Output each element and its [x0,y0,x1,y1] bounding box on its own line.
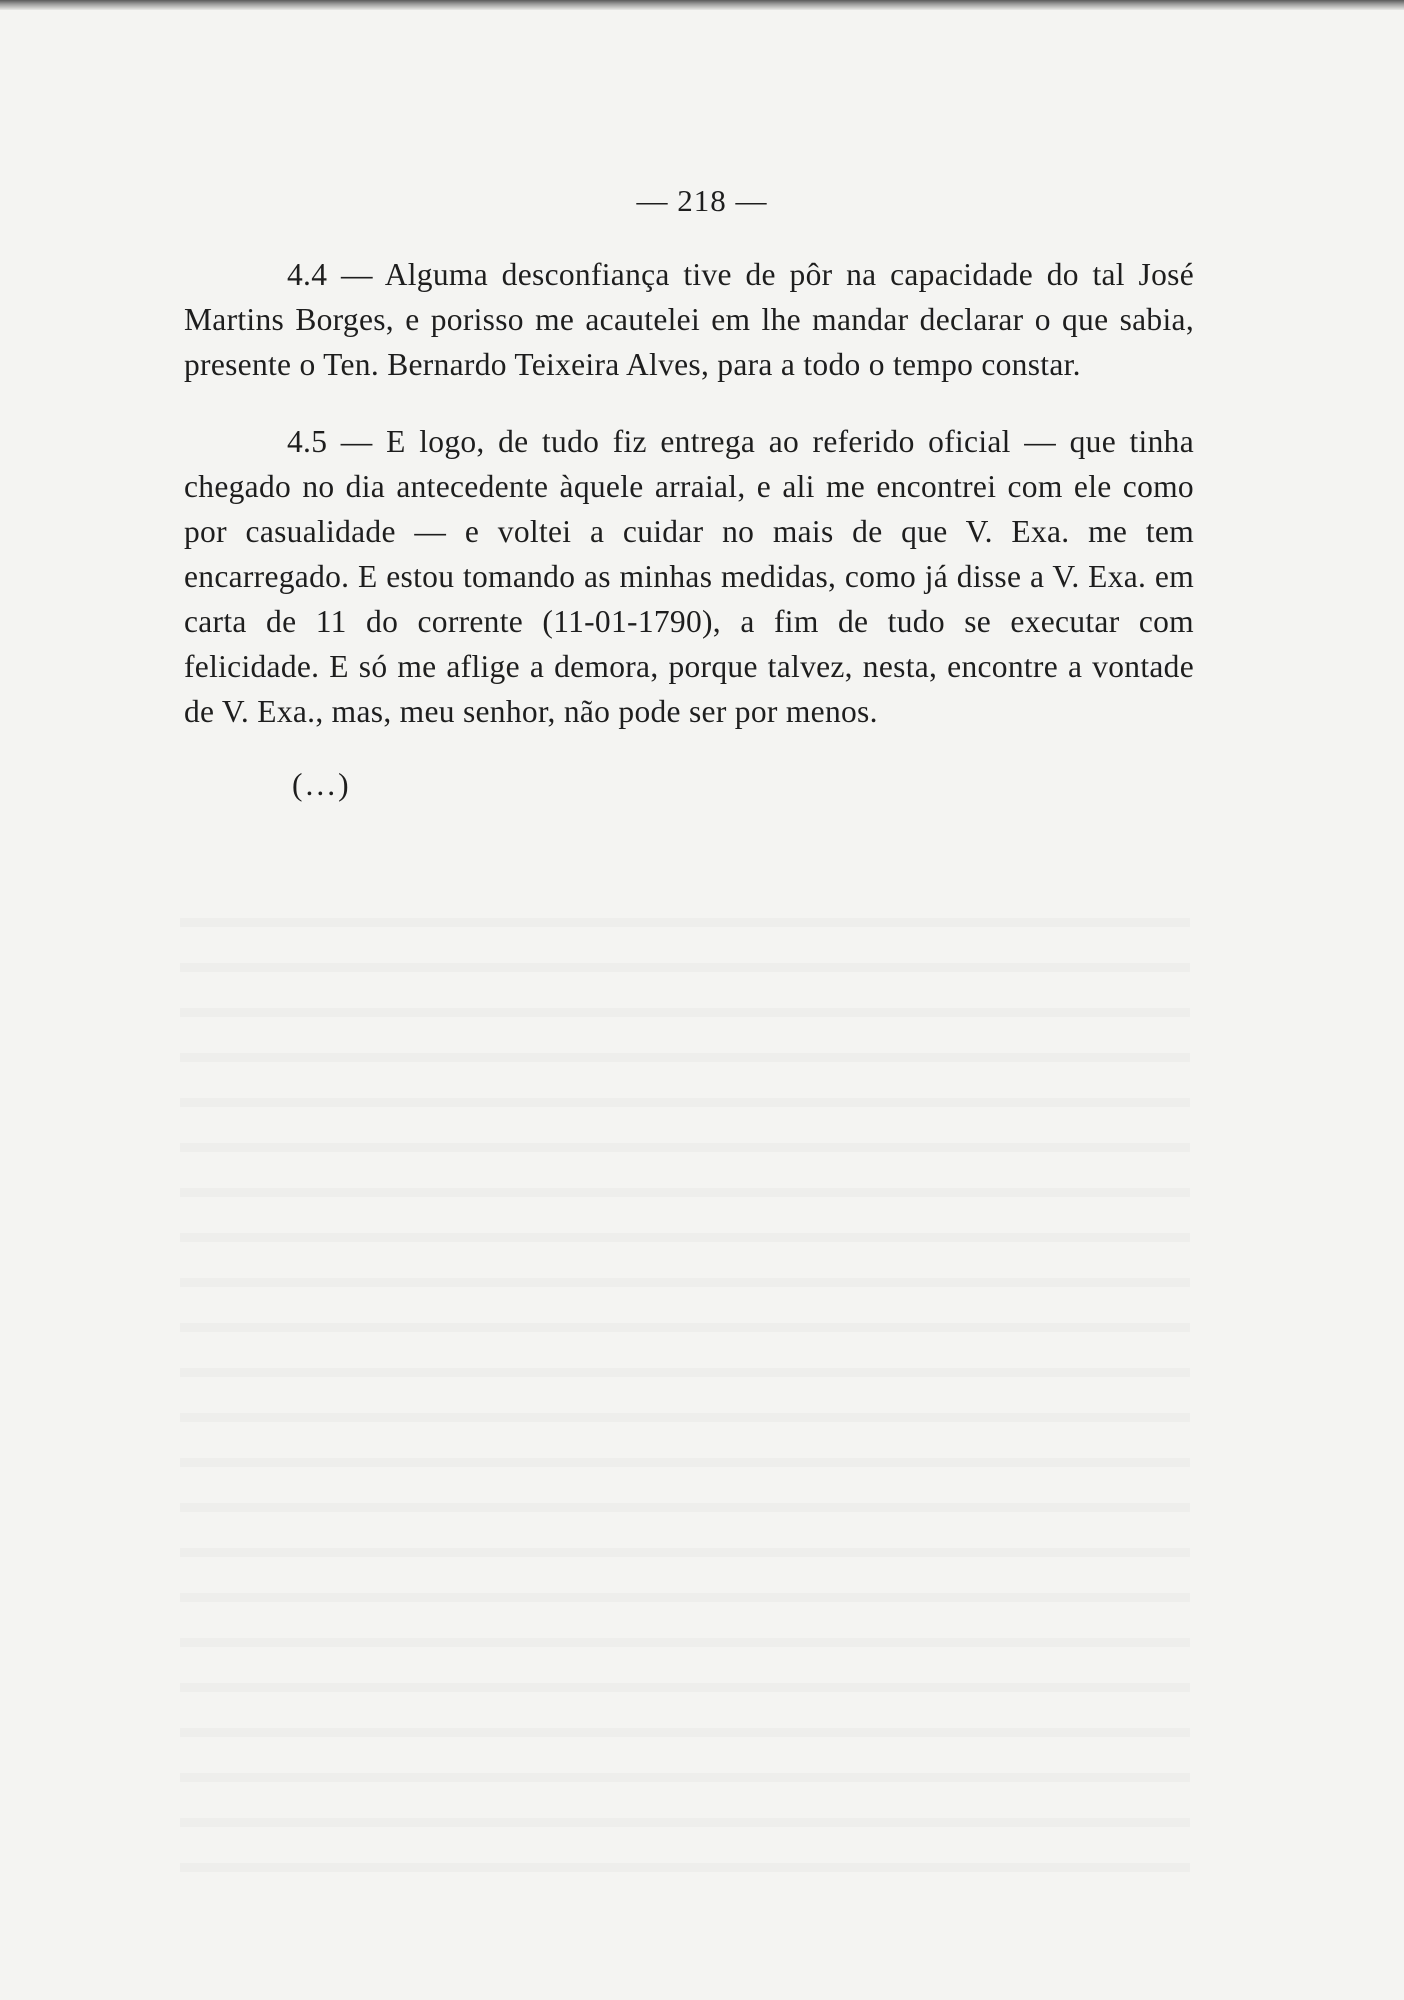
page-number: — 218 — [636,183,768,218]
bleed-through-text [180,900,1190,1880]
paragraph-4-5: 4.5 — E logo, de tudo fiz entrega ao referido oficial — que tinha chegado no dia antecedente àquele arraial, e ali me encontrei com ele como por casualidade — e voltei a cuidar no mais de que V. Exa. me tem encarregado. E estou tomando as minhas medidas, como já disse a V. Exa. em carta de 11 do corrente (11-01-1790), a fim de tudo se executar com felicidade. E só me aflige a demora, porque talvez, nesta, encontre a vontade de V. Exa., mas, meu senhor, não pode ser por menos. [184,424,1194,729]
body-text [184,252,1194,807]
omission-marker: (...) [292,767,352,802]
scan-top-edge [0,0,1404,10]
paragraph-4-4: 4.4 — Alguma desconfiança tive de pôr na capacidade do tal José Martins Borges, e porisso me acautelei em lhe mandar declarar o que sabia, presente o Ten. Bernardo Teixeira Alves, para a todo o tempo constar. [184,257,1194,382]
